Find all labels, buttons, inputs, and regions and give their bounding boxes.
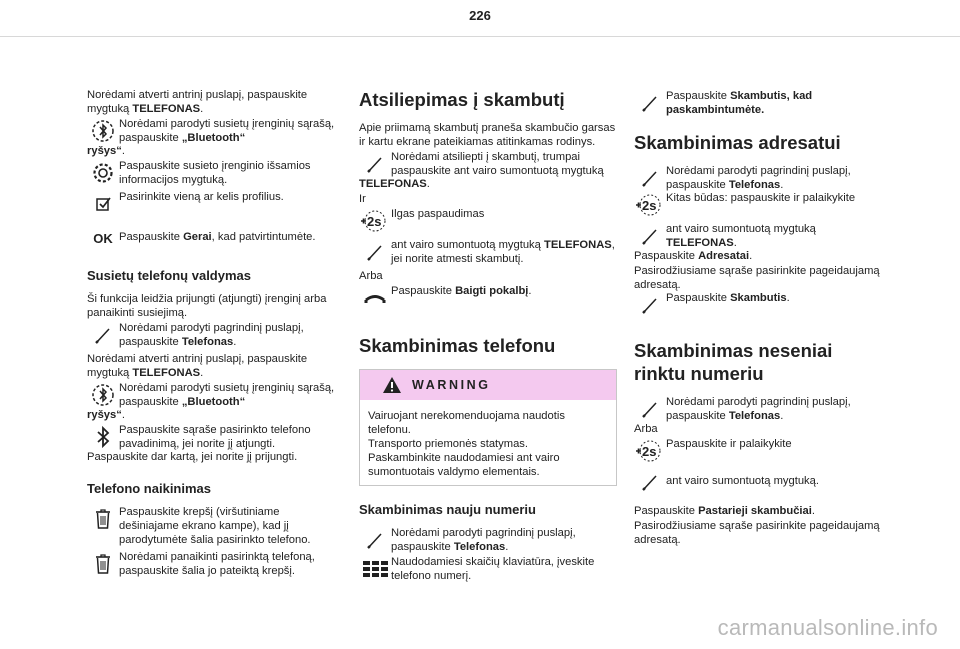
trash-text-2: Norėdami panaikinti pasirinktą telefoną, paspauskite šalia jo pateiktą krepšį. [119, 551, 315, 577]
reconnect-text: Paspauskite dar kartą, jei norite jį prijungti. [87, 451, 298, 463]
steer-text: ant vairo sumontuotą mygtuką TELEFONAS. [666, 223, 816, 249]
hold-text: Paspauskite ir palaikykite [666, 438, 792, 450]
bluetooth-list-text: Norėdami parodyti susietų įrenginių sąrašą, paspauskite „Bluetooth“ [119, 118, 335, 144]
long-press-step [359, 207, 617, 235]
heading-call-contact: Skambinimas adresatui [634, 132, 841, 153]
bluetooth-list-step-2 [87, 381, 340, 409]
answer-step-text: Norėdami atsiliepti į skambutį, trumpai paspauskite ant vairo sumontuotą mygtuką [391, 151, 604, 177]
pen-icon [87, 321, 119, 349]
hang-up-icon [359, 284, 391, 312]
call-step [634, 89, 884, 117]
bluetooth-icon [87, 423, 119, 451]
heading-delete-phone: Telefono naikinimas [87, 481, 212, 496]
answer-step [359, 150, 617, 178]
profiles-text: Pasirinkite vieną ar kelis profilius. [119, 191, 284, 203]
heading-manage-phones: Susietų telefonų valdymas [87, 268, 251, 283]
pen-icon [634, 395, 666, 423]
trash-step-1 [87, 505, 340, 547]
new-number-home-text: Norėdami parodyti pagrindinį puslapį, paspauskite Telefonas. [391, 527, 576, 553]
pen-icon [634, 164, 666, 192]
end-call-step [359, 284, 617, 312]
hold-step [634, 437, 884, 465]
warning-icon [382, 376, 402, 394]
select-phone-step [87, 423, 340, 451]
pen-icon [634, 222, 666, 250]
svg-text:2s: 2s [642, 198, 657, 213]
recent-calls-text: Paspauskite Pastarieji skambučiai. [634, 505, 815, 517]
trash-step-2 [87, 550, 340, 578]
watermark: carmanualsonline.info [717, 615, 938, 640]
pen-icon [634, 468, 666, 496]
column-2 [359, 88, 617, 586]
gear-icon [87, 159, 119, 187]
long-press-icon [634, 191, 666, 219]
pen-icon [359, 150, 391, 178]
answer-step-tail: TELEFONAS. [359, 178, 430, 190]
warning-body [360, 400, 616, 485]
device-details-step [87, 159, 340, 187]
header-rule [0, 36, 960, 37]
manage-home-text: Norėdami parodyti pagrindinį puslapį, paspauskite Telefonas. [119, 322, 304, 348]
other-way-step [634, 191, 884, 219]
reject-step [359, 238, 617, 266]
warning-line: Paskambinkite naudodamiesi ant vairo sumontuotais valdymo elementais. [368, 452, 560, 478]
ok-icon: OK [93, 230, 113, 246]
trash-text-1: Paspauskite krepšį (viršutiniame dešiniajame ekrano kampe), kad jį parodytumėte šalia pasirinkto telefono. [119, 506, 311, 546]
warning-title: WARNING [412, 378, 491, 392]
or-label-3: Arba [634, 423, 658, 435]
bluetooth-list-tail: ryšys“. [87, 145, 125, 157]
call-text: Paspauskite Skambutis, kad paskambintumėte. [666, 90, 813, 116]
bluetooth-list-step [87, 117, 340, 145]
select-contact-text-2: Pasirodžiusiame sąraše pasirinkite pageidaujamą adresatą. [634, 520, 880, 546]
manage-paragraph: Ši funkcija leidžia prijungti (atjungti) įrenginį arba panaikinti susiejimą. [87, 293, 327, 319]
warning-line: Transporto priemonės statymas. [368, 438, 529, 450]
svg-text:2s: 2s [367, 214, 382, 229]
device-details-text: Paspauskite susieto įrenginio išsamios informacijos mygtuką. [119, 160, 311, 186]
column-3 [634, 88, 884, 548]
steer-step [634, 222, 884, 250]
trash-icon [87, 505, 119, 533]
end-call-text: Paspauskite Baigti pokalbį. [391, 285, 532, 297]
trash-icon [87, 550, 119, 578]
manage-home-step [87, 321, 340, 349]
press-contacts-text: Paspauskite Adresatai. [634, 250, 753, 262]
ok-text: Paspauskite Gerai, kad patvirtintumėte. [119, 231, 316, 243]
steer2-text: ant vairo sumontuotą mygtuką. [666, 475, 819, 487]
bluetooth-settings-icon [87, 117, 119, 145]
heading-phone-call: Skambinimas telefonu [359, 335, 556, 356]
page-number: 226 [469, 8, 491, 23]
column-1 [87, 88, 340, 581]
pen-icon [359, 238, 391, 266]
or-label-1: Ir [359, 193, 366, 205]
bluetooth-list-text-2: Norėdami parodyti susietų įrenginių sąrašą, paspauskite „Bluetooth“ [119, 382, 335, 408]
contact-home-text: Norėdami parodyti pagrindinį puslapį, paspauskite Telefonas. [666, 165, 851, 191]
long-press-text: Ilgas paspaudimas [391, 208, 485, 220]
call2-step [634, 291, 884, 319]
long-press-icon [634, 437, 666, 465]
contact-home-step [634, 164, 884, 192]
warning-header [360, 370, 616, 400]
keypad-icon [359, 555, 391, 583]
bluetooth-settings-icon [87, 381, 119, 409]
keypad-text: Naudodamiesi skaičių klaviatūra, įveskite telefono numerį. [391, 556, 595, 582]
bluetooth-list-tail-2: ryšys“. [87, 409, 125, 421]
call2-text: Paspauskite Skambutis. [666, 292, 790, 304]
select-phone-text: Paspauskite sąraše pasirinkto telefono pavadinimą, jei norite jį atjungti. [119, 424, 311, 450]
open-subpage-text: Norėdami atverti antrinį puslapį, paspauskite mygtuką TELEFONAS. [87, 353, 308, 379]
warning-box [359, 369, 617, 486]
select-contact-text: Pasirodžiusiame sąraše pasirinkite pageidaujamą adresatą. [634, 265, 880, 291]
svg-text:2s: 2s [642, 444, 657, 459]
intro-text: Norėdami atverti antrinį puslapį, paspauskite mygtuką TELEFONAS. [87, 89, 308, 115]
or-label-2: Arba [359, 270, 383, 282]
heading-answer-call: Atsiliepimas į skambutį [359, 89, 565, 110]
pen-icon [359, 526, 391, 554]
checkbox-icon [87, 190, 119, 218]
recent-home-step [634, 395, 884, 423]
answer-paragraph: Apie priimamą skambutį praneša skambučio garsas ir kartu ekrane pateikiamas atitinkamas rodinys. [359, 122, 616, 148]
heading-new-number: Skambinimas nauju numeriu [359, 502, 536, 517]
profiles-step [87, 190, 340, 218]
ok-step [87, 224, 340, 252]
pen-icon [634, 89, 666, 117]
heading-recent-number: Skambinimas neseniai rinktu numeriu [634, 340, 833, 384]
recent-home-text: Norėdami parodyti pagrindinį puslapį, paspauskite Telefonas. [666, 396, 851, 422]
long-press-icon [359, 207, 391, 235]
steer2-step [634, 468, 884, 496]
other-way-text: Kitas būdas: paspauskite ir palaikykite [666, 192, 856, 204]
keypad-step [359, 555, 617, 583]
warning-line: Vairuojant nerekomenduojama naudotis telefonu. [368, 410, 565, 436]
new-number-home-step [359, 526, 617, 554]
reject-text: ant vairo sumontuotą mygtuką TELEFONAS, jei norite atmesti skambutį. [391, 239, 615, 265]
pen-icon [634, 291, 666, 319]
